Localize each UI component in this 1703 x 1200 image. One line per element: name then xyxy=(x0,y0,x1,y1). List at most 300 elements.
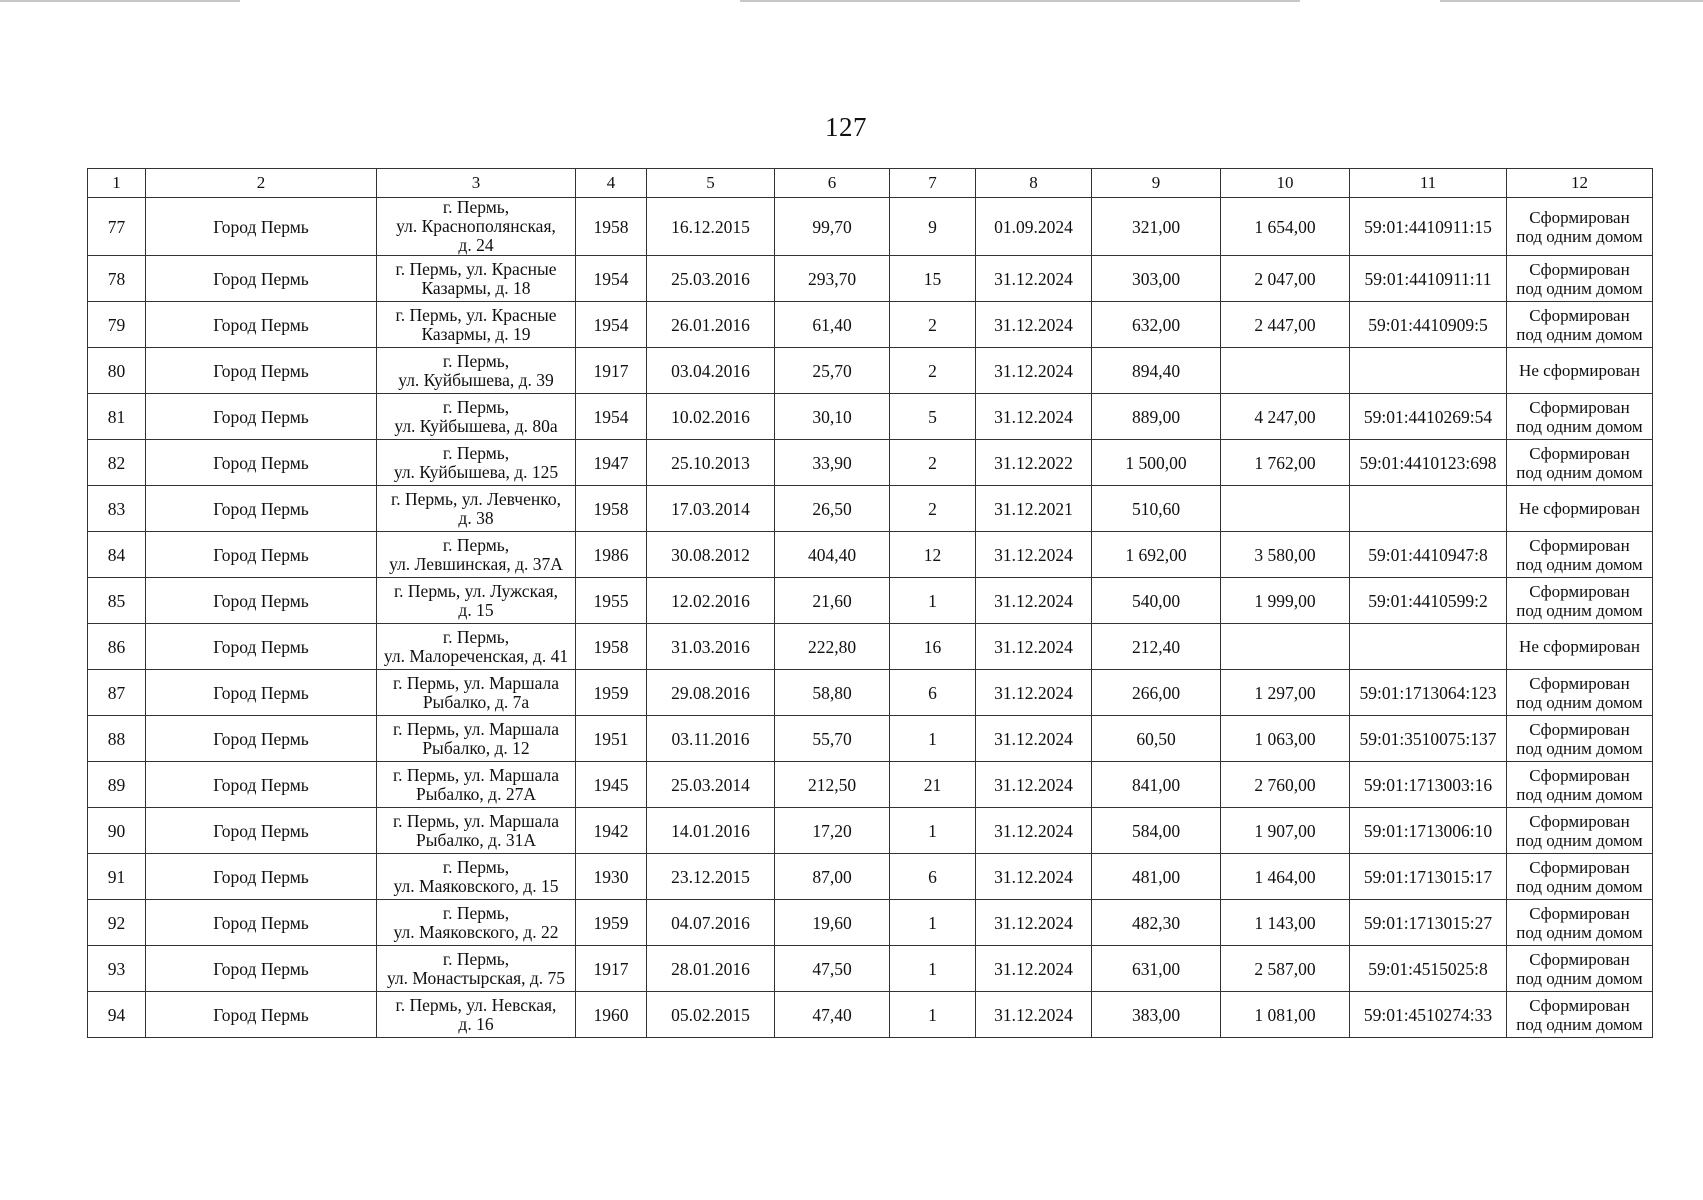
value-col10-cell: 1 907,00 xyxy=(1221,808,1350,854)
resettlement-deadline-cell: 31.12.2022 xyxy=(976,440,1092,486)
address-line: г. Пермь, ул. Красные xyxy=(395,304,557,325)
column-number-header: 9 xyxy=(1092,169,1221,198)
address-cell xyxy=(377,854,576,900)
cadastral-number-cell: 59:01:4410911:11 xyxy=(1350,256,1507,302)
status-line: Сформирован xyxy=(1529,207,1630,227)
land-plot-status-cell xyxy=(1507,854,1653,900)
emergency-date-cell: 26.01.2016 xyxy=(647,302,775,348)
cadastral-number-cell: 59:01:4410911:15 xyxy=(1350,198,1507,256)
value-col9-cell: 540,00 xyxy=(1092,578,1221,624)
land-plot-status-cell xyxy=(1507,808,1653,854)
address-cell xyxy=(377,348,576,394)
year-built-cell: 1958 xyxy=(576,486,647,532)
resettlement-deadline-cell: 31.12.2024 xyxy=(976,808,1092,854)
emergency-date-cell: 25.10.2013 xyxy=(647,440,775,486)
address-line: ул. Краснополянская, xyxy=(396,216,556,236)
address-cell xyxy=(377,440,576,486)
value-col9-cell: 60,50 xyxy=(1092,716,1221,762)
municipality-cell: Город Пермь xyxy=(146,716,377,762)
residents-count-cell: 12 xyxy=(890,532,976,578)
value-col9-cell: 889,00 xyxy=(1092,394,1221,440)
status-line: Сформирован xyxy=(1529,443,1630,463)
land-plot-status-cell xyxy=(1507,716,1653,762)
value-col9-cell: 631,00 xyxy=(1092,946,1221,992)
value-col10-cell: 4 247,00 xyxy=(1221,394,1350,440)
address-line: ул. Маяковского, д. 22 xyxy=(393,921,559,942)
municipality-cell: Город Пермь xyxy=(146,440,377,486)
municipality-cell: Город Пермь xyxy=(146,900,377,946)
value-col9-cell: 1 500,00 xyxy=(1092,440,1221,486)
value-col10-cell: 1 464,00 xyxy=(1221,854,1350,900)
year-built-cell: 1954 xyxy=(576,256,647,302)
status-line: Сформирован xyxy=(1529,397,1630,417)
municipality-cell: Город Пермь xyxy=(146,348,377,394)
resettlement-deadline-cell: 31.12.2024 xyxy=(976,394,1092,440)
column-number-header: 7 xyxy=(890,169,976,198)
resettlement-deadline-cell: 31.12.2024 xyxy=(976,854,1092,900)
status-line: под одним домом xyxy=(1516,416,1643,436)
value-col10-cell: 1 063,00 xyxy=(1221,716,1350,762)
address-line: Казармы, д. 19 xyxy=(421,323,531,344)
address-line: г. Пермь, ул. Маршала xyxy=(392,672,560,693)
emergency-date-cell: 16.12.2015 xyxy=(647,198,775,256)
land-plot-status-cell xyxy=(1507,946,1653,992)
status-line: Сформирован xyxy=(1529,995,1630,1015)
land-plot-status-cell xyxy=(1507,256,1653,302)
status-line: Сформирован xyxy=(1529,811,1630,831)
address-line: ул. Куйбышева, д. 125 xyxy=(393,461,559,482)
table-row xyxy=(88,578,1653,624)
table-row xyxy=(88,532,1653,578)
value-col9-cell: 510,60 xyxy=(1092,486,1221,532)
status-line: Сформирован xyxy=(1529,581,1630,601)
address-line: г. Пермь, xyxy=(442,534,510,555)
value-col10-cell: 3 580,00 xyxy=(1221,532,1350,578)
address-cell xyxy=(377,624,576,670)
resettlement-deadline-cell: 31.12.2024 xyxy=(976,578,1092,624)
emergency-date-cell: 30.08.2012 xyxy=(647,532,775,578)
column-number-header: 6 xyxy=(775,169,890,198)
table-row xyxy=(88,992,1653,1038)
address-cell xyxy=(377,198,576,256)
emergency-date-cell: 03.11.2016 xyxy=(647,716,775,762)
area-cell: 30,10 xyxy=(775,394,890,440)
cadastral-number-cell: 59:01:1713003:16 xyxy=(1350,762,1507,808)
address-line: г. Пермь, xyxy=(442,197,510,217)
land-plot-status-cell xyxy=(1507,578,1653,624)
address-line: г. Пермь, xyxy=(442,856,510,877)
address-line: ул. Куйбышева, д. 80а xyxy=(394,415,558,436)
table-row xyxy=(88,670,1653,716)
residents-count-cell: 6 xyxy=(890,670,976,716)
municipality-cell: Город Пермь xyxy=(146,486,377,532)
municipality-cell: Город Пермь xyxy=(146,532,377,578)
emergency-date-cell: 23.12.2015 xyxy=(647,854,775,900)
municipality-cell: Город Пермь xyxy=(146,302,377,348)
year-built-cell: 1958 xyxy=(576,624,647,670)
address-line: Рыбалко, д. 12 xyxy=(422,737,530,758)
residents-count-cell: 1 xyxy=(890,900,976,946)
status-line: Не сформирован xyxy=(1519,499,1640,518)
municipality-cell: Город Пермь xyxy=(146,946,377,992)
address-cell xyxy=(377,532,576,578)
cadastral-number-cell xyxy=(1350,348,1507,394)
row-number-cell: 90 xyxy=(88,808,146,854)
resettlement-deadline-cell: 31.12.2024 xyxy=(976,670,1092,716)
value-col9-cell: 266,00 xyxy=(1092,670,1221,716)
address-cell xyxy=(377,900,576,946)
address-line: д. 16 xyxy=(458,1013,494,1034)
year-built-cell: 1917 xyxy=(576,348,647,394)
residents-count-cell: 2 xyxy=(890,348,976,394)
row-number-cell: 86 xyxy=(88,624,146,670)
status-line: Сформирован xyxy=(1529,305,1630,325)
cadastral-number-cell: 59:01:4410269:54 xyxy=(1350,394,1507,440)
resettlement-deadline-cell: 31.12.2024 xyxy=(976,716,1092,762)
emergency-date-cell: 14.01.2016 xyxy=(647,808,775,854)
emergency-date-cell: 31.03.2016 xyxy=(647,624,775,670)
residents-count-cell: 15 xyxy=(890,256,976,302)
housing-register-table xyxy=(87,168,1653,1038)
row-number-cell: 79 xyxy=(88,302,146,348)
emergency-date-cell: 10.02.2016 xyxy=(647,394,775,440)
area-cell: 404,40 xyxy=(775,532,890,578)
value-col10-cell xyxy=(1221,624,1350,670)
table-row xyxy=(88,198,1653,256)
year-built-cell: 1954 xyxy=(576,394,647,440)
address-line: г. Пермь, xyxy=(442,948,510,969)
table-row xyxy=(88,440,1653,486)
area-cell: 25,70 xyxy=(775,348,890,394)
resettlement-deadline-cell: 31.12.2024 xyxy=(976,992,1092,1038)
area-cell: 33,90 xyxy=(775,440,890,486)
land-plot-status-cell xyxy=(1507,394,1653,440)
value-col9-cell: 841,00 xyxy=(1092,762,1221,808)
resettlement-deadline-cell: 31.12.2024 xyxy=(976,946,1092,992)
status-line: Сформирован xyxy=(1529,719,1630,739)
cadastral-number-cell: 59:01:1713064:123 xyxy=(1350,670,1507,716)
address-cell xyxy=(377,256,576,302)
table-row xyxy=(88,854,1653,900)
cadastral-number-cell: 59:01:1713015:17 xyxy=(1350,854,1507,900)
year-built-cell: 1959 xyxy=(576,670,647,716)
status-line: под одним домом xyxy=(1516,922,1643,942)
table-row xyxy=(88,348,1653,394)
resettlement-deadline-cell: 31.12.2024 xyxy=(976,624,1092,670)
resettlement-deadline-cell: 31.12.2024 xyxy=(976,532,1092,578)
year-built-cell: 1951 xyxy=(576,716,647,762)
value-col9-cell: 481,00 xyxy=(1092,854,1221,900)
row-number-cell: 78 xyxy=(88,256,146,302)
column-number-header: 2 xyxy=(146,169,377,198)
status-line: Не сформирован xyxy=(1519,637,1640,656)
status-line: под одним домом xyxy=(1516,1014,1643,1034)
row-number-cell: 83 xyxy=(88,486,146,532)
year-built-cell: 1917 xyxy=(576,946,647,992)
status-line: под одним домом xyxy=(1516,554,1643,574)
value-col10-cell xyxy=(1221,348,1350,394)
address-line: ул. Левшинская, д. 37А xyxy=(389,553,563,574)
status-line: под одним домом xyxy=(1516,738,1643,758)
page-number: 127 xyxy=(825,112,867,142)
resettlement-deadline-cell: 31.12.2024 xyxy=(976,762,1092,808)
status-line: под одним домом xyxy=(1516,226,1643,246)
value-col9-cell: 584,00 xyxy=(1092,808,1221,854)
land-plot-status-cell xyxy=(1507,532,1653,578)
land-plot-status-cell xyxy=(1507,762,1653,808)
column-number-header: 1 xyxy=(88,169,146,198)
area-cell: 58,80 xyxy=(775,670,890,716)
area-cell: 222,80 xyxy=(775,624,890,670)
table-row xyxy=(88,302,1653,348)
area-cell: 21,60 xyxy=(775,578,890,624)
resettlement-deadline-cell: 31.12.2024 xyxy=(976,256,1092,302)
address-line: ул. Малореченская, д. 41 xyxy=(383,645,569,666)
column-number-header: 3 xyxy=(377,169,576,198)
emergency-date-cell: 05.02.2015 xyxy=(647,992,775,1038)
address-cell xyxy=(377,716,576,762)
cadastral-number-cell: 59:01:4410909:5 xyxy=(1350,302,1507,348)
status-line: Сформирован xyxy=(1529,259,1630,279)
table-row xyxy=(88,808,1653,854)
residents-count-cell: 9 xyxy=(890,198,976,256)
row-number-cell: 81 xyxy=(88,394,146,440)
land-plot-status-cell xyxy=(1507,670,1653,716)
address-line: Рыбалко, д. 27А xyxy=(416,783,536,804)
column-number-header: 12 xyxy=(1507,169,1653,198)
address-line: д. 38 xyxy=(458,507,494,528)
address-line: г. Пермь, xyxy=(442,902,510,923)
area-cell: 47,40 xyxy=(775,992,890,1038)
address-line: Рыбалко, д. 31А xyxy=(416,829,536,850)
municipality-cell: Город Пермь xyxy=(146,624,377,670)
status-line: Сформирован xyxy=(1529,535,1630,555)
emergency-date-cell: 04.07.2016 xyxy=(647,900,775,946)
year-built-cell: 1954 xyxy=(576,302,647,348)
municipality-cell: Город Пермь xyxy=(146,854,377,900)
area-cell: 47,50 xyxy=(775,946,890,992)
residents-count-cell: 2 xyxy=(890,440,976,486)
value-col10-cell: 1 654,00 xyxy=(1221,198,1350,256)
address-line: ул. Монастырская, д. 75 xyxy=(386,967,566,988)
emergency-date-cell: 25.03.2014 xyxy=(647,762,775,808)
value-col10-cell: 1 762,00 xyxy=(1221,440,1350,486)
address-line: г. Пермь, ул. Маршала xyxy=(392,764,560,785)
municipality-cell: Город Пермь xyxy=(146,762,377,808)
residents-count-cell: 2 xyxy=(890,486,976,532)
table-row xyxy=(88,762,1653,808)
resettlement-deadline-cell: 31.12.2021 xyxy=(976,486,1092,532)
municipality-cell: Город Пермь xyxy=(146,198,377,256)
row-number-cell: 85 xyxy=(88,578,146,624)
area-cell: 212,50 xyxy=(775,762,890,808)
cadastral-number-cell xyxy=(1350,624,1507,670)
value-col9-cell: 303,00 xyxy=(1092,256,1221,302)
address-cell xyxy=(377,486,576,532)
value-col10-cell: 1 143,00 xyxy=(1221,900,1350,946)
column-number-header: 5 xyxy=(647,169,775,198)
address-cell xyxy=(377,762,576,808)
row-number-cell: 94 xyxy=(88,992,146,1038)
resettlement-deadline-cell: 01.09.2024 xyxy=(976,198,1092,256)
row-number-cell: 77 xyxy=(88,198,146,256)
table-row xyxy=(88,486,1653,532)
address-line: Казармы, д. 18 xyxy=(421,277,531,298)
area-cell: 26,50 xyxy=(775,486,890,532)
land-plot-status-cell xyxy=(1507,624,1653,670)
address-cell xyxy=(377,808,576,854)
row-number-cell: 84 xyxy=(88,532,146,578)
year-built-cell: 1986 xyxy=(576,532,647,578)
residents-count-cell: 1 xyxy=(890,578,976,624)
row-number-cell: 82 xyxy=(88,440,146,486)
address-line: ул. Маяковского, д. 15 xyxy=(393,875,559,896)
area-cell: 17,20 xyxy=(775,808,890,854)
column-number-header: 4 xyxy=(576,169,647,198)
value-col10-cell xyxy=(1221,486,1350,532)
address-line: г. Пермь, ул. Маршала xyxy=(392,718,560,739)
address-cell xyxy=(377,302,576,348)
status-line: под одним домом xyxy=(1516,830,1643,850)
emergency-date-cell: 12.02.2016 xyxy=(647,578,775,624)
scan-edge-center xyxy=(740,0,1300,2)
municipality-cell: Город Пермь xyxy=(146,670,377,716)
status-line: Сформирован xyxy=(1529,949,1630,969)
column-number-header-row xyxy=(88,169,1653,198)
municipality-cell: Город Пермь xyxy=(146,256,377,302)
address-cell xyxy=(377,946,576,992)
year-built-cell: 1958 xyxy=(576,198,647,256)
row-number-cell: 80 xyxy=(88,348,146,394)
table-row xyxy=(88,624,1653,670)
address-cell xyxy=(377,394,576,440)
year-built-cell: 1955 xyxy=(576,578,647,624)
status-line: Не сформирован xyxy=(1519,361,1640,380)
table-row xyxy=(88,716,1653,762)
row-number-cell: 91 xyxy=(88,854,146,900)
status-line: под одним домом xyxy=(1516,324,1643,344)
cadastral-number-cell: 59:01:4410599:2 xyxy=(1350,578,1507,624)
address-line: д. 24 xyxy=(458,235,494,255)
residents-count-cell: 1 xyxy=(890,716,976,762)
value-col10-cell: 2 447,00 xyxy=(1221,302,1350,348)
row-number-cell: 93 xyxy=(88,946,146,992)
cadastral-number-cell: 59:01:1713006:10 xyxy=(1350,808,1507,854)
table-row xyxy=(88,394,1653,440)
status-line: Сформирован xyxy=(1529,765,1630,785)
emergency-date-cell: 17.03.2014 xyxy=(647,486,775,532)
row-number-cell: 88 xyxy=(88,716,146,762)
row-number-cell: 92 xyxy=(88,900,146,946)
year-built-cell: 1942 xyxy=(576,808,647,854)
address-cell xyxy=(377,578,576,624)
address-line: г. Пермь, ул. Лужская, xyxy=(393,580,559,601)
address-line: г. Пермь, xyxy=(442,350,510,371)
value-col10-cell: 1 297,00 xyxy=(1221,670,1350,716)
municipality-cell: Город Пермь xyxy=(146,578,377,624)
area-cell: 19,60 xyxy=(775,900,890,946)
address-cell xyxy=(377,992,576,1038)
status-line: под одним домом xyxy=(1516,968,1643,988)
land-plot-status-cell xyxy=(1507,440,1653,486)
address-line: г. Пермь, ул. Маршала xyxy=(392,810,560,831)
address-line: г. Пермь, xyxy=(442,442,510,463)
status-line: Сформирован xyxy=(1529,903,1630,923)
row-number-cell: 89 xyxy=(88,762,146,808)
year-built-cell: 1945 xyxy=(576,762,647,808)
address-line: ул. Куйбышева, д. 39 xyxy=(398,369,554,390)
value-col10-cell: 1 999,00 xyxy=(1221,578,1350,624)
column-number-header: 8 xyxy=(976,169,1092,198)
municipality-cell: Город Пермь xyxy=(146,992,377,1038)
address-line: г. Пермь, ул. Красные xyxy=(395,258,557,279)
status-line: Сформирован xyxy=(1529,673,1630,693)
land-plot-status-cell xyxy=(1507,302,1653,348)
status-line: Сформирован xyxy=(1529,857,1630,877)
resettlement-deadline-cell: 31.12.2024 xyxy=(976,348,1092,394)
area-cell: 61,40 xyxy=(775,302,890,348)
residents-count-cell: 1 xyxy=(890,992,976,1038)
resettlement-deadline-cell: 31.12.2024 xyxy=(976,302,1092,348)
column-number-header: 10 xyxy=(1221,169,1350,198)
value-col9-cell: 482,30 xyxy=(1092,900,1221,946)
value-col9-cell: 383,00 xyxy=(1092,992,1221,1038)
scan-edge-right xyxy=(1440,0,1703,2)
year-built-cell: 1930 xyxy=(576,854,647,900)
year-built-cell: 1947 xyxy=(576,440,647,486)
column-number-header: 11 xyxy=(1350,169,1507,198)
land-plot-status-cell xyxy=(1507,992,1653,1038)
status-line: под одним домом xyxy=(1516,692,1643,712)
cadastral-number-cell: 59:01:3510075:137 xyxy=(1350,716,1507,762)
area-cell: 293,70 xyxy=(775,256,890,302)
emergency-date-cell: 03.04.2016 xyxy=(647,348,775,394)
residents-count-cell: 1 xyxy=(890,946,976,992)
land-plot-status-cell xyxy=(1507,486,1653,532)
cadastral-number-cell: 59:01:4410123:698 xyxy=(1350,440,1507,486)
value-col9-cell: 1 692,00 xyxy=(1092,532,1221,578)
address-cell xyxy=(377,670,576,716)
residents-count-cell: 1 xyxy=(890,808,976,854)
year-built-cell: 1959 xyxy=(576,900,647,946)
cadastral-number-cell: 59:01:4410947:8 xyxy=(1350,532,1507,578)
scan-edge-left xyxy=(0,0,240,2)
area-cell: 55,70 xyxy=(775,716,890,762)
residents-count-cell: 16 xyxy=(890,624,976,670)
emergency-date-cell: 25.03.2016 xyxy=(647,256,775,302)
table-row xyxy=(88,946,1653,992)
status-line: под одним домом xyxy=(1516,876,1643,896)
status-line: под одним домом xyxy=(1516,784,1643,804)
residents-count-cell: 2 xyxy=(890,302,976,348)
value-col9-cell: 894,40 xyxy=(1092,348,1221,394)
status-line: под одним домом xyxy=(1516,600,1643,620)
value-col10-cell: 2 587,00 xyxy=(1221,946,1350,992)
cadastral-number-cell xyxy=(1350,486,1507,532)
municipality-cell: Город Пермь xyxy=(146,808,377,854)
residents-count-cell: 6 xyxy=(890,854,976,900)
table-row xyxy=(88,256,1653,302)
cadastral-number-cell: 59:01:1713015:27 xyxy=(1350,900,1507,946)
value-col10-cell: 1 081,00 xyxy=(1221,992,1350,1038)
municipality-cell: Город Пермь xyxy=(146,394,377,440)
land-plot-status-cell xyxy=(1507,348,1653,394)
emergency-date-cell: 29.08.2016 xyxy=(647,670,775,716)
row-number-cell: 87 xyxy=(88,670,146,716)
cadastral-number-cell: 59:01:4510274:33 xyxy=(1350,992,1507,1038)
address-line: Рыбалко, д. 7а xyxy=(422,691,530,712)
area-cell: 87,00 xyxy=(775,854,890,900)
